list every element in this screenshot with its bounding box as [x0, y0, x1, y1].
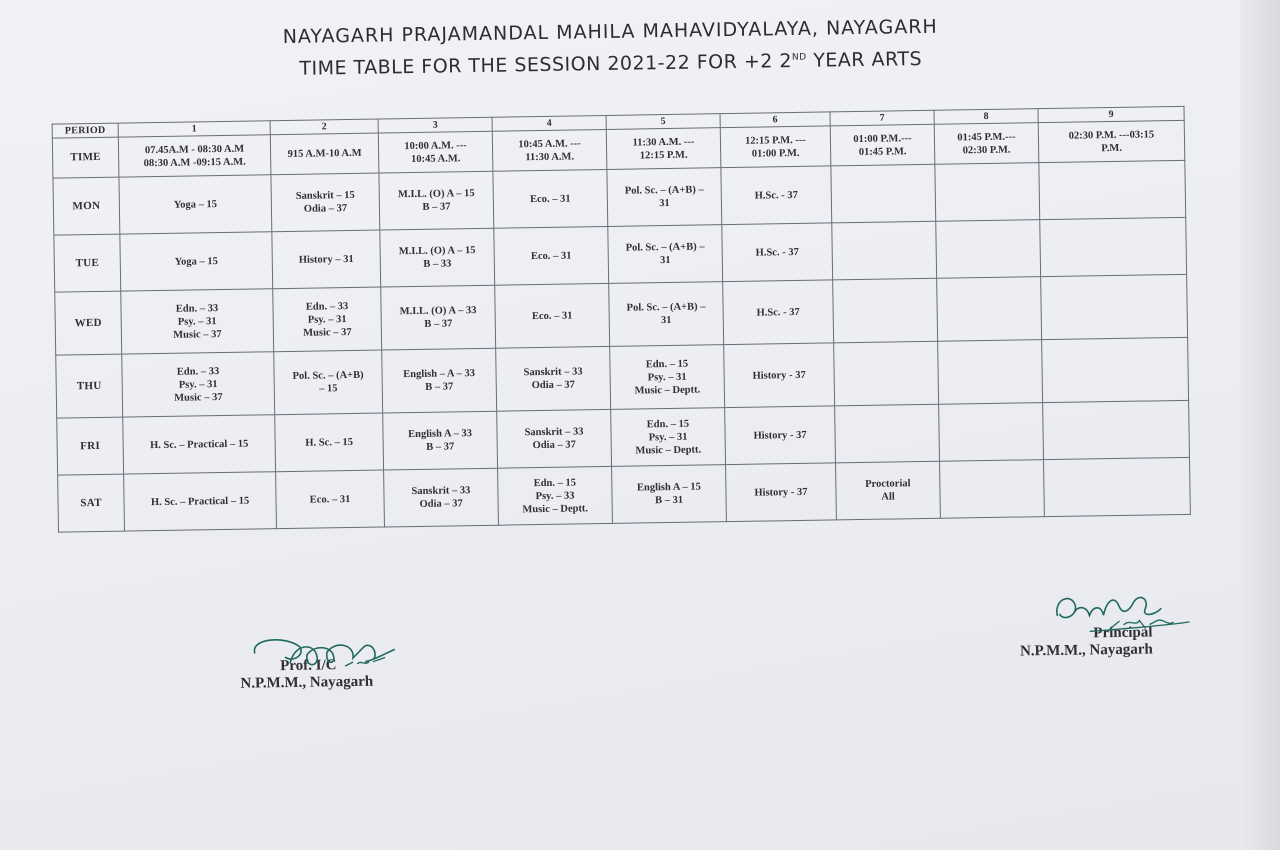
class-cell — [498, 466, 613, 525]
time-slot — [934, 123, 1039, 165]
class-cell — [835, 404, 940, 463]
time-slot — [118, 135, 271, 177]
class-cell — [123, 415, 276, 474]
time-slot — [720, 126, 831, 168]
cell-text: Yoga – 15 — [174, 255, 218, 268]
period-number: 3 — [378, 117, 492, 133]
cell-text: Odia – 37 — [532, 439, 576, 452]
cell-text: 02:30 P.M. — [962, 144, 1011, 156]
class-cell — [1041, 274, 1188, 339]
cell-text: Music – Deptt. — [635, 444, 702, 457]
class-cell — [1042, 337, 1189, 402]
cell-text: Psy. – 31 — [307, 313, 347, 326]
class-cell — [382, 348, 497, 413]
cell-text: Sanskrit – 33 — [523, 366, 583, 379]
day-label: TUE — [54, 234, 121, 292]
cell-text: H.Sc. - 37 — [754, 189, 798, 202]
cell-text: Music – 37 — [173, 328, 222, 341]
cell-text: Pol. Sc. – (A+B) – — [626, 301, 706, 314]
class-cell — [383, 411, 498, 470]
cell-text: Pol. Sc. – (A+B) – — [625, 241, 705, 254]
class-cell — [723, 280, 834, 345]
class-cell — [272, 230, 381, 289]
cell-text: B – 33 — [423, 258, 452, 270]
cell-text: B – 37 — [422, 201, 451, 213]
class-cell — [725, 406, 836, 465]
class-cell — [381, 285, 496, 350]
cell-text: All — [881, 491, 895, 503]
signature-block-left — [240, 657, 373, 693]
cell-text: Music – 37 — [174, 391, 223, 404]
period-number: 7 — [830, 110, 934, 126]
timetable — [52, 106, 1191, 533]
day-label: FRI — [57, 417, 124, 475]
cell-text: 10:00 A.M. --- — [404, 139, 467, 152]
cell-text: Eco. – 31 — [529, 193, 571, 205]
paper-edge — [1240, 0, 1280, 850]
class-cell — [607, 168, 722, 227]
cell-text: 31 — [660, 314, 672, 327]
cell-text: Psy. – 31 — [177, 315, 217, 328]
cell-text: Pol. Sc. – (A+B) — [292, 369, 364, 382]
class-cell — [121, 289, 274, 354]
cell-text: Eco. – 31 — [309, 493, 351, 506]
cell-text: Psy. – 31 — [647, 371, 687, 383]
cell-text: B – 37 — [425, 381, 454, 393]
cell-text: Eco. – 31 — [531, 310, 573, 322]
cell-text: 12:15 P.M. — [639, 149, 688, 161]
cell-text: Eco. – 31 — [530, 250, 572, 262]
class-cell — [1043, 457, 1190, 516]
cell-text: B – 31 — [654, 494, 684, 507]
cell-text: Sanskrit – 33 — [411, 485, 471, 498]
cell-text: English A – 15 — [636, 481, 701, 494]
class-cell — [119, 175, 272, 234]
cell-text: 31 — [659, 197, 670, 210]
class-cell — [380, 228, 495, 287]
cell-text: 01:45 P.M. — [858, 145, 907, 158]
college-title: NAYAGARH PRAJAMANDAL MAHILA MAHAVIDYALAYA, NAYAGARH — [282, 15, 938, 49]
cell-text: 10:45 A.M. --- — [518, 137, 581, 150]
cell-text: Psy. – 31 — [178, 378, 218, 391]
class-cell — [938, 340, 1043, 405]
cell-text: B – 37 — [426, 441, 455, 453]
class-cell — [1043, 400, 1190, 459]
cell-text: P.M. — [1101, 142, 1123, 154]
class-cell — [120, 232, 273, 291]
cell-text: Sanskrit – 15 — [295, 189, 355, 202]
cell-text: Edn. – 15 — [646, 418, 690, 430]
cell-text: Edn. – 33 — [175, 302, 219, 315]
cell-text: Yoga – 15 — [173, 198, 218, 211]
cell-text: Edn. – 15 — [533, 476, 577, 489]
class-cell — [722, 223, 833, 282]
class-cell — [726, 463, 837, 522]
cell-text: History - 37 — [754, 486, 808, 499]
class-cell — [384, 468, 499, 527]
day-label: THU — [56, 354, 123, 418]
class-cell — [611, 408, 726, 467]
cell-text: 01:45 P.M.--- — [957, 131, 1016, 143]
cell-text: B – 37 — [424, 318, 453, 330]
period-number: 2 — [270, 119, 378, 135]
class-cell — [610, 345, 725, 410]
class-cell — [833, 278, 938, 343]
subtitle-superscript: ND — [791, 52, 807, 63]
left-signatory-org: N.P.M.M., Nayagarh — [240, 673, 374, 692]
period-number: 8 — [934, 109, 1038, 125]
cell-text: Odia – 37 — [419, 498, 463, 510]
cell-text: Music – Deptt. — [634, 384, 701, 397]
cell-text: Music – Deptt. — [522, 502, 589, 515]
class-cell — [495, 283, 610, 348]
cell-text: 08:30 A.M -09:15 A.M. — [143, 156, 246, 169]
class-cell — [124, 472, 277, 531]
class-cell — [379, 171, 494, 230]
cell-text: History - 37 — [752, 369, 806, 382]
class-cell — [122, 352, 275, 417]
cell-text: History – 31 — [298, 253, 354, 266]
cell-text: Odia – 37 — [531, 379, 575, 392]
class-cell — [937, 277, 1042, 342]
cell-text: H. Sc. – Practical – 15 — [149, 438, 249, 451]
cell-text: 07.45A.M - 08:30 A.M — [144, 143, 245, 156]
class-cell — [494, 226, 609, 285]
handwritten-signature-right — [1049, 584, 1200, 641]
cell-text: Edn. – 33 — [176, 365, 220, 378]
class-cell — [935, 163, 1040, 222]
class-cell — [1039, 160, 1186, 219]
period-number: 1 — [118, 121, 270, 137]
cell-text: – 15 — [319, 383, 338, 395]
period-label: PERIOD — [52, 123, 118, 138]
right-signatory-org: N.P.M.M., Nayagarh — [1019, 641, 1153, 660]
class-cell — [497, 409, 612, 468]
cell-text: Edn. – 15 — [645, 358, 689, 370]
class-cell — [609, 282, 724, 347]
cell-text: 11:30 A.M. — [525, 150, 575, 163]
class-cell — [608, 225, 723, 284]
left-signatory-title: Prof. I/C — [280, 657, 337, 675]
cell-text: Odia – 37 — [303, 203, 348, 215]
cell-text: English A – 33 — [407, 428, 473, 441]
cell-text: 12:15 P.M. --- — [744, 134, 806, 147]
day-label: MON — [53, 177, 120, 235]
right-signatory-title: Principal — [1093, 624, 1153, 642]
class-cell — [721, 166, 832, 225]
period-number: 5 — [606, 114, 720, 130]
class-cell — [612, 465, 727, 524]
class-cell — [274, 350, 383, 415]
time-label: TIME — [52, 137, 119, 178]
signature-block-right — [1020, 624, 1153, 660]
class-cell — [724, 343, 835, 408]
day-label: SAT — [58, 474, 125, 532]
class-cell — [1040, 217, 1187, 276]
time-slot — [378, 131, 493, 173]
cell-text: 11:30 A.M. --- — [632, 136, 695, 149]
time-slot — [270, 133, 379, 175]
class-cell — [832, 221, 937, 280]
time-slot — [1038, 120, 1185, 162]
day-label: WED — [55, 291, 122, 355]
period-number: 6 — [720, 112, 830, 128]
cell-text: English – A – 33 — [403, 368, 476, 381]
cell-text: Pol. Sc. – (A+B) – — [624, 184, 704, 197]
cell-text: H.Sc. - 37 — [756, 306, 800, 319]
cell-text: H. Sc. – Practical – 15 — [150, 495, 250, 508]
class-cell — [271, 173, 380, 232]
cell-text: History - 37 — [753, 429, 807, 442]
cell-text: M.I.L. (O) A – 15 — [397, 188, 475, 201]
class-cell — [276, 470, 385, 529]
class-cell — [834, 341, 939, 406]
class-cell — [831, 164, 936, 223]
class-cell — [939, 403, 1044, 462]
cell-text: 01:00 P.M.--- — [853, 132, 912, 145]
class-cell — [836, 461, 941, 520]
class-cell — [273, 287, 382, 352]
cell-text: Music – 37 — [303, 326, 352, 339]
class-cell — [275, 413, 384, 472]
time-slot — [830, 124, 935, 166]
cell-text: M.I.L. (O) A – 33 — [399, 305, 477, 318]
cell-text: 10:45 A.M. — [410, 152, 461, 165]
subtitle-rest: YEAR ARTS — [806, 47, 923, 72]
period-number: 4 — [492, 115, 606, 131]
class-cell — [940, 460, 1045, 519]
period-number: 9 — [1038, 106, 1184, 122]
handwritten-signature-left — [245, 631, 416, 684]
time-slot — [492, 129, 607, 171]
time-slot — [606, 128, 721, 170]
cell-text: H.Sc. - 37 — [755, 246, 799, 259]
cell-text: 31 — [659, 254, 671, 267]
subtitle-main: TIME TABLE FOR THE SESSION 2021-22 FOR +2 2 — [299, 50, 793, 80]
class-cell — [936, 220, 1041, 279]
cell-text: Psy. – 31 — [648, 431, 688, 443]
cell-text: M.I.L. (O) A – 15 — [398, 245, 476, 258]
cell-text: 01:00 P.M. — [751, 147, 800, 160]
cell-text: H. Sc. – 15 — [305, 436, 353, 449]
class-cell — [496, 346, 611, 411]
cell-text: Psy. – 33 — [535, 490, 575, 502]
class-cell — [493, 169, 608, 228]
cell-text: Proctorial — [865, 478, 911, 490]
cell-text: 02:30 P.M. ---03:15 — [1068, 128, 1155, 142]
cell-text: 915 A.M-10 A.M — [287, 147, 362, 160]
cell-text: Sanskrit – 33 — [524, 426, 584, 439]
cell-text: Edn. – 33 — [305, 300, 349, 313]
